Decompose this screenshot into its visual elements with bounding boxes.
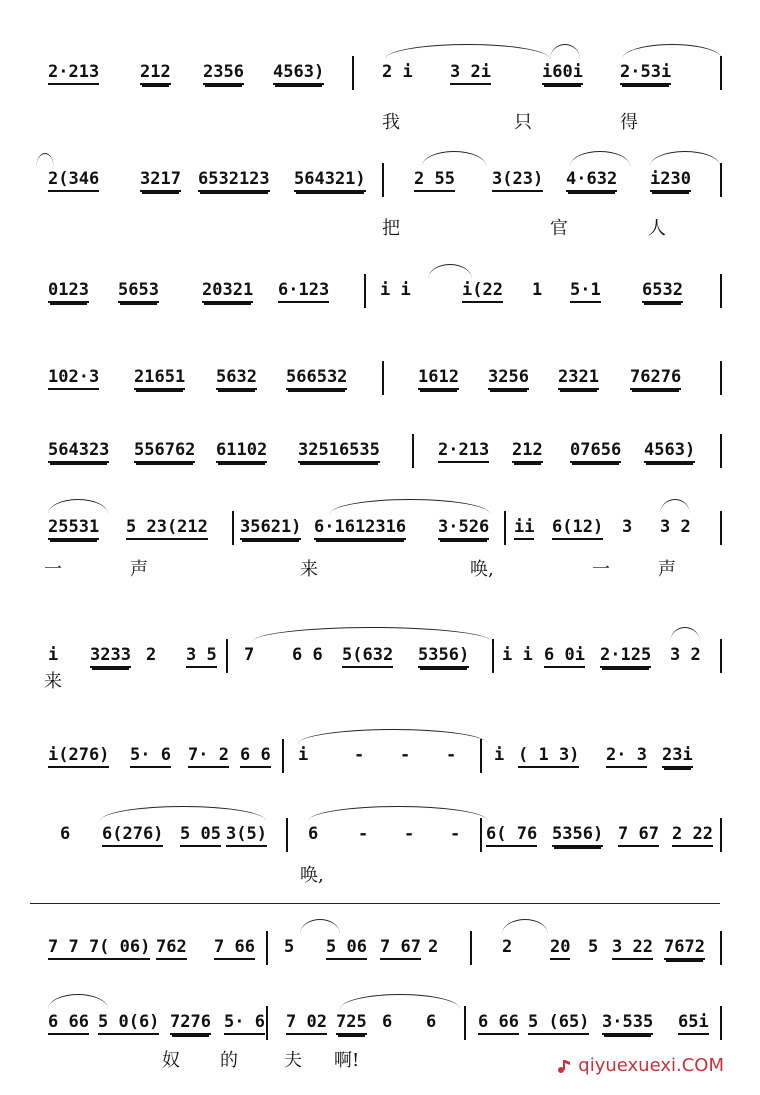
slur [422, 151, 486, 166]
note-group: 5 0(6) [98, 1012, 159, 1032]
note-group: 6 [60, 824, 71, 844]
note-group: 5653 [118, 280, 159, 300]
bar-line [720, 511, 722, 545]
note-group: 6(276) [102, 824, 163, 844]
bar-line [480, 818, 482, 852]
score-row-8 [30, 733, 730, 769]
note-group: 6·1612316 [314, 517, 406, 537]
bar-line [720, 274, 722, 308]
note-group: 2· 3 [606, 745, 647, 765]
lyric-word: 唤, [470, 559, 494, 580]
lyric-word: 只 [514, 112, 532, 133]
note-group: 102·3 [48, 367, 99, 387]
lyric-word: 的 [220, 1050, 238, 1071]
note-group: 2(346 [48, 169, 99, 189]
note-group: 3 2 [670, 645, 701, 665]
slur [502, 919, 548, 934]
note-group: 5356) [552, 824, 603, 844]
lyric-word: 夫 [284, 1050, 302, 1071]
dash: - [358, 824, 369, 844]
bar-line [382, 163, 384, 197]
slur [650, 151, 720, 166]
slur [550, 44, 580, 59]
lyric-word: 声 [130, 559, 148, 580]
note-group: 5·1 [570, 280, 601, 300]
note-group: 5 [284, 937, 295, 957]
note-group: 7 66 [214, 937, 255, 957]
lyric-word: 把 [382, 218, 400, 239]
note-group: 4563) [644, 440, 695, 460]
note-group: 2 i [382, 62, 413, 82]
note-group: 5632 [216, 367, 257, 387]
note-group: 3 22 [612, 937, 653, 957]
note-group: 3 2i [450, 62, 491, 82]
note-group: 6 [426, 1012, 437, 1032]
note-group: 65i [678, 1012, 709, 1032]
note-group: 564323 [48, 440, 109, 460]
bar-line [720, 931, 722, 965]
note-group: 6( 76 [486, 824, 537, 844]
note-group: 3(23) [492, 169, 543, 189]
note-group: 6(12) [552, 517, 603, 537]
lyrics-line-5 [30, 857, 730, 887]
note-group: ( 1 3) [518, 745, 579, 765]
note-group: 3 [622, 517, 633, 537]
note-group: 3(5) [226, 824, 267, 844]
note-group: 6 6 [292, 645, 323, 665]
bar-line [720, 163, 722, 197]
note-group: i(22 [462, 280, 503, 300]
note-group: 61102 [216, 440, 267, 460]
lyric-word: 来 [44, 671, 62, 692]
note-group: i i [502, 645, 533, 665]
note-group: 725 [336, 1012, 367, 1032]
lyric-word: 人 [648, 218, 666, 239]
note-group: 7 [244, 645, 255, 665]
score-row-9 [30, 812, 730, 848]
slur [48, 499, 108, 514]
note-group: 32516535 [298, 440, 380, 460]
note-group: 1 [532, 280, 543, 300]
note-group: 2321 [558, 367, 599, 387]
score-row-10 [30, 925, 730, 961]
score-row-5 [30, 428, 730, 464]
note-group: 3 2 [660, 517, 691, 537]
note-group: 6 6 [240, 745, 271, 765]
note-group: 4·632 [566, 169, 617, 189]
slur [48, 994, 108, 1009]
bar-line [282, 739, 284, 773]
note-group: 5 (65) [528, 1012, 589, 1032]
score-row-1 [30, 50, 730, 86]
note-group: 6532123 [198, 169, 270, 189]
note-group: i(276) [48, 745, 109, 765]
note-group: 2·213 [438, 440, 489, 460]
note-group: 7 02 [286, 1012, 327, 1032]
bar-line [266, 1006, 268, 1040]
note-group: 7· 2 [188, 745, 229, 765]
note-group: i i [380, 280, 411, 300]
slur [330, 499, 490, 514]
bar-line [286, 818, 288, 852]
note-group: 5· 6 [130, 745, 171, 765]
lyrics-line-4 [30, 663, 730, 693]
note-group: 35621) [240, 517, 301, 537]
site-watermark [556, 1055, 724, 1076]
note-icon [556, 1058, 572, 1074]
slur [340, 994, 460, 1009]
note-group: 564321) [294, 169, 366, 189]
note-group: i230 [650, 169, 691, 189]
dash: - [400, 745, 411, 765]
lyric-word: 得 [620, 112, 638, 133]
note-group: 3 5 [186, 645, 217, 665]
dash: - [446, 745, 457, 765]
note-group: ii [514, 517, 534, 537]
bar-line [266, 931, 268, 965]
bar-line [382, 361, 384, 395]
bar-line [720, 818, 722, 852]
note-group: 3217 [140, 169, 181, 189]
note-group: 6 0i [544, 645, 585, 665]
note-group: 5 05 [180, 824, 221, 844]
lyric-word: 声 [658, 559, 676, 580]
note-group: 212 [512, 440, 543, 460]
note-group: 7 7 7( 06) [48, 937, 150, 957]
dash: - [354, 745, 365, 765]
note-group: 23i [662, 745, 693, 765]
note-group: 7276 [170, 1012, 211, 1032]
slur [428, 264, 472, 279]
note-group: 1612 [418, 367, 459, 387]
bar-line [364, 274, 366, 308]
note-group: 6 [382, 1012, 393, 1032]
note-group: 3·526 [438, 517, 489, 537]
note-group: 5 06 [326, 937, 367, 957]
bar-line [464, 1006, 466, 1040]
note-group: 2·125 [600, 645, 651, 665]
note-group: 2 55 [414, 169, 455, 189]
note-group: 2·213 [48, 62, 99, 82]
lyric-word: 一 [592, 559, 610, 580]
bar-line [720, 361, 722, 395]
slur [660, 499, 690, 514]
note-group: 7 67 [618, 824, 659, 844]
watermark-text: qiyuexuexi.COM [578, 1055, 724, 1076]
note-group: i60i [542, 62, 583, 82]
score-row-4 [30, 355, 730, 391]
note-group: 25531 [48, 517, 99, 537]
note-group: 6532 [642, 280, 683, 300]
note-group: i [298, 745, 309, 765]
slur [385, 44, 550, 59]
bar-line [720, 434, 722, 468]
note-group: 7672 [664, 937, 705, 957]
bar-line [504, 511, 506, 545]
note-group: 556762 [134, 440, 195, 460]
dash: - [404, 824, 415, 844]
note-group: 212 [140, 62, 171, 82]
note-group: 5356) [418, 645, 469, 665]
bar-line [352, 56, 354, 90]
bar-line [232, 511, 234, 545]
note-group: 3256 [488, 367, 529, 387]
score-row-3 [30, 268, 730, 304]
bar-line [470, 931, 472, 965]
tie-line [30, 903, 720, 912]
slur [622, 44, 722, 59]
lyrics-line-2 [30, 210, 730, 240]
slur [252, 627, 492, 642]
score-row-11 [30, 1000, 730, 1036]
dash: - [450, 824, 461, 844]
note-group: 6 66 [48, 1012, 89, 1032]
note-group: 2 [428, 937, 439, 957]
note-group: 20321 [202, 280, 253, 300]
note-group: 2 [146, 645, 157, 665]
lyric-word: 唤, [300, 865, 324, 886]
score-row-2 [30, 157, 730, 193]
lyrics-line-3 [30, 551, 730, 581]
slur [100, 806, 266, 821]
lyric-word: 我 [382, 112, 400, 133]
note-group: 5 23(212 [126, 517, 208, 537]
note-group: 0123 [48, 280, 89, 300]
bar-line [480, 739, 482, 773]
note-group: i [494, 745, 505, 765]
slur [300, 919, 340, 934]
score-row-6 [30, 505, 730, 541]
slur [670, 627, 700, 642]
bar-line [720, 1006, 722, 1040]
note-group: 5· 6 [224, 1012, 265, 1032]
bar-line [720, 56, 722, 90]
note-group: 3233 [90, 645, 131, 665]
lyric-word: 官 [550, 218, 568, 239]
lyric-word: 来 [300, 559, 318, 580]
lyric-word: 啊! [334, 1050, 360, 1071]
slur [298, 729, 488, 744]
note-group: 7 67 [380, 937, 421, 957]
note-group: 5(632 [342, 645, 393, 665]
note-group: i [48, 645, 59, 665]
note-group: 4563) [273, 62, 324, 82]
note-group: 566532 [286, 367, 347, 387]
note-group: 5 [588, 937, 599, 957]
note-group: 2356 [203, 62, 244, 82]
note-group: 762 [156, 937, 187, 957]
lyrics-line-1 [30, 104, 730, 134]
slur [570, 151, 630, 166]
note-group: 6 66 [478, 1012, 519, 1032]
note-group: 6·123 [278, 280, 329, 300]
bar-line [412, 434, 414, 468]
slur [36, 153, 54, 168]
note-group: 6 [308, 824, 319, 844]
note-group: 3·535 [602, 1012, 653, 1032]
note-group: 76276 [630, 367, 681, 387]
note-group: 20 [550, 937, 570, 957]
note-group: 2·53i [620, 62, 671, 82]
note-group: 2 22 [672, 824, 713, 844]
note-group: 21651 [134, 367, 185, 387]
note-group: 07656 [570, 440, 621, 460]
lyric-word: 奴 [162, 1050, 180, 1071]
note-group: 2 [502, 937, 513, 957]
lyric-word: 一 [44, 559, 62, 580]
slur [308, 806, 488, 821]
